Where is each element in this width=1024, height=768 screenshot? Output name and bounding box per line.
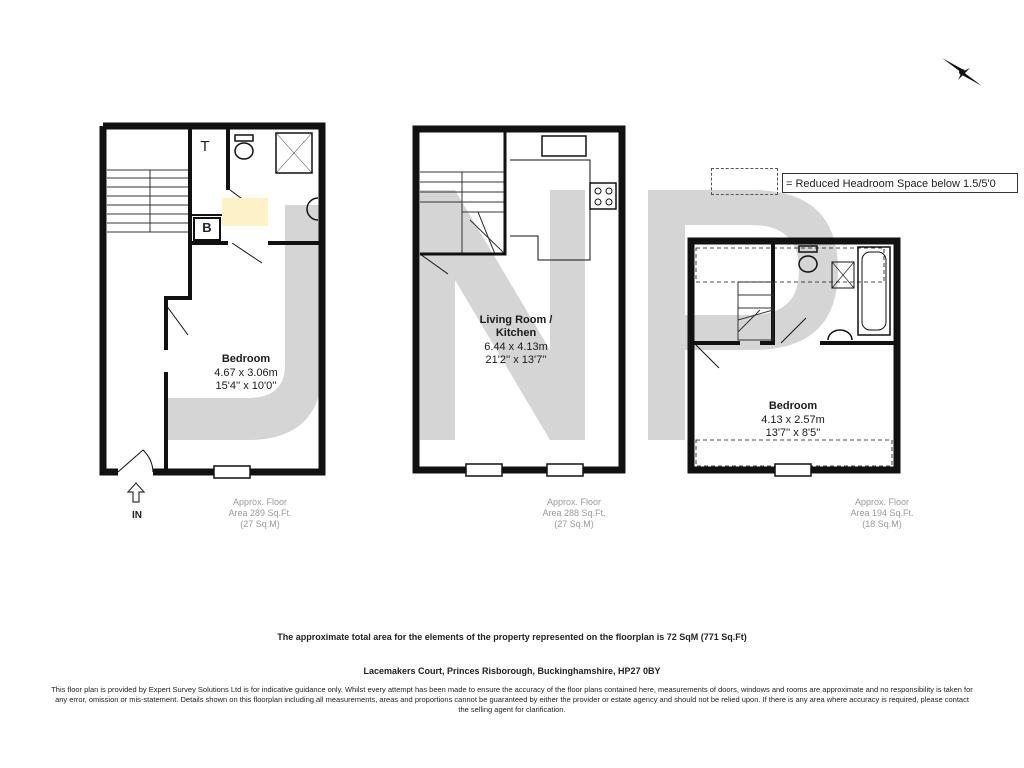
room-name-top-bedroom: Bedroom xyxy=(768,400,818,412)
legend-swatch xyxy=(711,168,778,195)
disclaimer-line1: This floor plan is provided by Expert Survey Solutions Ltd is for indicative guidance only. Whilst every attempt has been made to ensure the accuracy of the floor plans contained here, measurements of doors, windows and rooms are approximate and no responsibility is taken for xyxy=(51,685,973,694)
area-line2-first: Area 288 Sq.Ft. xyxy=(542,508,606,518)
room-dim-m-top-bedroom: 4.13 x 2.57m xyxy=(761,414,825,426)
boiler-label: B xyxy=(202,220,212,235)
room-name-ground-bedroom: Bedroom xyxy=(221,353,271,365)
toilet-label: T xyxy=(200,138,210,155)
address: Lacemakers Court, Princes Risborough, Buckinghamshire, HP27 0BY xyxy=(363,666,661,676)
total-area-note: The approximate total area for the elements of the property represented on the floorplan is 72 SqM (771 Sq.Ft) xyxy=(277,632,747,642)
compass-icon xyxy=(942,58,982,86)
room-dim-m-living: 6.44 x 4.13m xyxy=(484,341,548,353)
area-line3-ground: (27 Sq.M) xyxy=(240,519,280,529)
legend-text: = Reduced Headroom Space below 1.5/5'0 xyxy=(782,173,1018,193)
room-name-living-2: Kitchen xyxy=(495,327,537,339)
area-line2-second: Area 194 Sq.Ft. xyxy=(850,508,914,518)
area-line1-second: Approx. Floor xyxy=(854,497,910,507)
area-line1-ground: Approx. Floor xyxy=(232,497,288,507)
room-name-living-1: Living Room / xyxy=(479,314,553,326)
room-dim-ft-living: 21'2'' x 13'7'' xyxy=(485,354,547,366)
room-dim-m-ground-bedroom: 4.67 x 3.06m xyxy=(214,367,278,379)
area-line3-second: (18 Sq.M) xyxy=(862,519,902,529)
area-line2-ground: Area 289 Sq.Ft. xyxy=(228,508,292,518)
disclaimer-line3: the selling agent for clarification. xyxy=(458,705,566,714)
landing-highlight xyxy=(222,198,268,226)
disclaimer-line2: any error, omission or mis-statement. Details shown on this floorplan including all measurements, areas and proportions cannot be guaranteed by either the provider or estate agency and should not be relied upon. If there is any area where accuracy is required, please contact xyxy=(55,695,969,704)
second-floor-plan xyxy=(691,241,897,476)
room-dim-ft-ground-bedroom: 15'4'' x 10'0'' xyxy=(215,380,277,392)
area-line1-first: Approx. Floor xyxy=(546,497,602,507)
area-line3-first: (27 Sq.M) xyxy=(554,519,594,529)
entrance-arrow-icon xyxy=(128,483,144,502)
room-dim-ft-top-bedroom: 13'7'' x 8'5'' xyxy=(765,427,821,439)
entrance-label: IN xyxy=(132,510,142,521)
